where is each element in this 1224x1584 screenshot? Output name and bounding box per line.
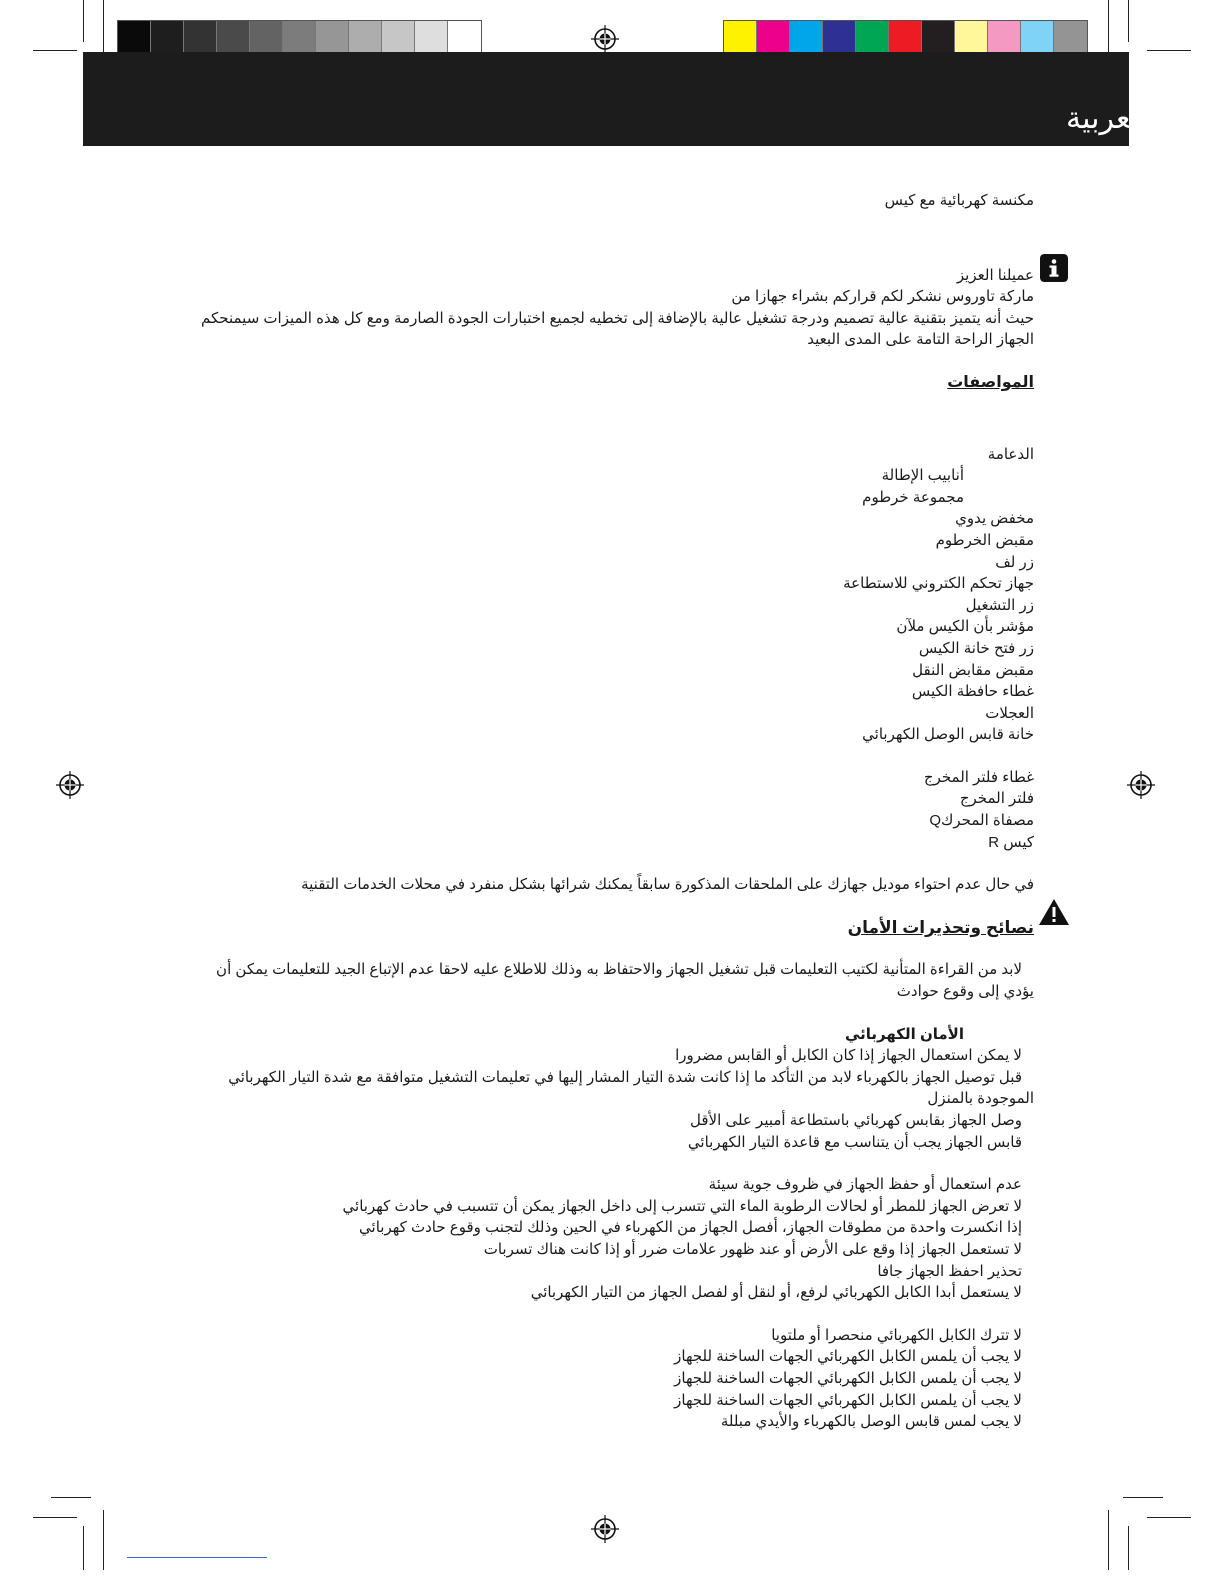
list-item: غطاء حافظة الكيس xyxy=(911,683,1034,701)
safety-heading: نصائح وتحذيرات الأمان xyxy=(847,917,1034,937)
safety-intro: لابد من القراءة المتأنية لكتيب التعليمات قبل تشغيل الجهاز والاحتفاظ به وذلك للاطلاع عليه لاحقا عدم الإتباع الجيد للتعليمات يمكن أن xyxy=(216,961,1022,979)
gray-swatch xyxy=(448,21,481,54)
safety-item: لا يستعمل أبدا الكابل الكهربائي لرفع، أو لنقل أو لفصل الجهاز من التيار الكهربائي xyxy=(530,1284,1022,1302)
gray-swatch xyxy=(151,21,184,54)
gray-swatch xyxy=(184,21,217,54)
color-swatch xyxy=(1054,21,1087,54)
safety-item: لا تستعمل الجهاز إذا وقع على الأرض أو عند ظهور علامات ضرر أو إذا كانت هناك تسربات xyxy=(483,1240,1022,1258)
color-swatch xyxy=(823,21,856,54)
gray-swatch xyxy=(382,21,415,54)
crop-mark xyxy=(83,0,84,42)
safety-item: لا يجب أن يلمس الكابل الكهربائي الجهات الساخنة للجهاز xyxy=(674,1369,1022,1387)
crop-mark xyxy=(51,1497,91,1498)
color-swatch xyxy=(922,21,955,54)
color-swatch xyxy=(1021,21,1054,54)
crop-mark xyxy=(1147,50,1191,51)
registration-mark-icon xyxy=(1127,771,1155,799)
color-swatch xyxy=(856,21,889,54)
crop-mark xyxy=(33,1517,77,1518)
safety-item: لا يجب أن يلمس الكابل الكهربائي الجهات الساخنة للجهاز xyxy=(674,1348,1022,1366)
safety-item: لا تعرض الجهاز للمطر أو لحالات الرطوبة الماء التي تتسرب إلى داخل الجهاز يمكن أن تتسبب في حادث كهربائي xyxy=(342,1197,1022,1215)
crop-mark xyxy=(1108,1510,1109,1570)
gray-swatch xyxy=(316,21,349,54)
page-title: العربية xyxy=(1066,101,1148,136)
list-item: فلتر المخرج xyxy=(959,790,1034,808)
list-item: خانة قابس الوصل الكهربائي xyxy=(862,726,1034,744)
safety-item: إذا انكسرت واحدة من مطوقات الجهاز، أفصل الجهاز من الكهرباء في الحين وذلك لتجنب وقوع حادث كهربائي xyxy=(359,1219,1022,1237)
registration-mark-icon xyxy=(591,1515,619,1543)
crop-mark xyxy=(1128,1526,1129,1570)
header-band xyxy=(83,52,1129,146)
info-icon xyxy=(1040,254,1068,282)
list-item: مخفض يدوي xyxy=(955,510,1034,528)
list-item: جهاز تحكم الكتروني للاستطاعة xyxy=(843,575,1034,593)
safety-item: لا يمكن استعمال الجهاز إذا كان الكابل أو القابس مضرورا xyxy=(675,1047,1022,1065)
specs-heading: المواصفات xyxy=(947,373,1034,391)
crop-mark xyxy=(1123,1497,1163,1498)
list-item: مجموعة خرطوم xyxy=(862,488,964,506)
safety-item: تحذير احفظ الجهاز جافا xyxy=(877,1262,1022,1280)
list-item: زر التشغيل xyxy=(965,596,1034,614)
crop-mark xyxy=(103,1510,104,1570)
list-item: كيس R xyxy=(988,833,1034,851)
greeting: عميلنا العزيز xyxy=(956,266,1034,284)
safety-intro: يؤدي إلى وقوع حوادث xyxy=(896,983,1034,1001)
registration-mark-icon xyxy=(591,25,619,53)
color-swatch xyxy=(790,21,823,54)
accessories-note: في حال عدم احتواء موديل جهازك على الملحقات المذكورة سابقاً يمكنك شرائها بشكل منفرد في محلات الخدمات التقنية xyxy=(301,876,1034,894)
gray-swatch xyxy=(283,21,316,54)
specs-list xyxy=(174,444,1034,854)
warning-icon xyxy=(1038,898,1070,926)
list-item: غطاء فلتر المخرج xyxy=(923,768,1034,786)
color-swatch xyxy=(889,21,922,54)
crop-mark xyxy=(1128,0,1129,42)
color-swatch xyxy=(955,21,988,54)
safety-item: لا يجب أن يلمس الكابل الكهربائي الجهات الساخنة للجهاز xyxy=(674,1391,1022,1409)
electrical-safety-heading: الأمان الكهربائي xyxy=(844,1025,964,1043)
gray-swatch xyxy=(250,21,283,54)
crop-mark xyxy=(1147,1517,1191,1518)
thanks-line: ماركة تاوروس نشكر لكم قراركم بشراء جهازا من xyxy=(731,288,1034,306)
list-item: زر فتح خانة الكيس xyxy=(918,639,1034,657)
product-name: مكنسة كهربائية مع كيس xyxy=(884,192,1034,209)
list-item: مؤشر بأن الكيس ملآن xyxy=(896,618,1034,636)
list-item: العجلات xyxy=(985,704,1034,722)
color-swatch xyxy=(757,21,790,54)
gray-swatch xyxy=(415,21,448,54)
crop-mark xyxy=(83,1526,84,1570)
list-item: مقبض مقابض النقل xyxy=(912,661,1034,679)
grayscale-color-bar xyxy=(117,20,482,55)
crop-mark xyxy=(1108,0,1109,55)
intro-text: حيث أنه يتميز بتقنية عالية تصميم ودرجة تشغيل عالية بالإضافة إلى تخطيه لجميع اختبارات الجودة الصارمة ومع كل هذه الميزات سيمنحكم xyxy=(201,309,1034,327)
registration-mark-icon xyxy=(56,771,84,799)
safety-item: عدم استعمال أو حفظ الجهاز في ظروف جوية سيئة xyxy=(708,1176,1022,1194)
gray-swatch xyxy=(217,21,250,54)
safety-item: لا يجب لمس قابس الوصل بالكهرباء والأيدي مبللة xyxy=(720,1413,1022,1431)
list-item: مصفاة المحركQ xyxy=(929,812,1034,830)
color-swatch xyxy=(724,21,757,54)
list-item: أنابيب الإطالة xyxy=(881,467,964,485)
process-color-bar xyxy=(723,20,1088,55)
list-item: مقبض الخرطوم xyxy=(935,531,1034,549)
color-swatch xyxy=(988,21,1021,54)
safety-item: الموجودة بالمنزل xyxy=(927,1090,1034,1108)
gray-swatch xyxy=(349,21,382,54)
safety-item: لا تترك الكابل الكهربائي منحصرا أو ملتويا xyxy=(771,1326,1022,1344)
footer-rule xyxy=(127,1557,267,1558)
gray-swatch xyxy=(118,21,151,54)
safety-item: قبل توصيل الجهاز بالكهرباء لابد من التأكد ما إذا كانت شدة التيار المشار إليها في تعليمات التشغيل متوافقة مع شدة التيار الكهربائي xyxy=(228,1068,1022,1086)
crop-mark xyxy=(33,50,77,51)
list-item: الدعامة xyxy=(987,445,1034,463)
list-item: زر لف xyxy=(995,553,1034,571)
safety-item: وصل الجهاز بقابس كهربائي باستطاعة أمبير على الأقل xyxy=(690,1112,1022,1129)
intro-text: الجهاز الراحة التامة على المدى البعيد xyxy=(807,331,1034,349)
safety-item: قابس الجهاز يجب أن يتناسب مع قاعدة التيار الكهربائي xyxy=(687,1133,1022,1151)
document-body xyxy=(174,190,1034,1433)
crop-mark xyxy=(103,0,104,55)
